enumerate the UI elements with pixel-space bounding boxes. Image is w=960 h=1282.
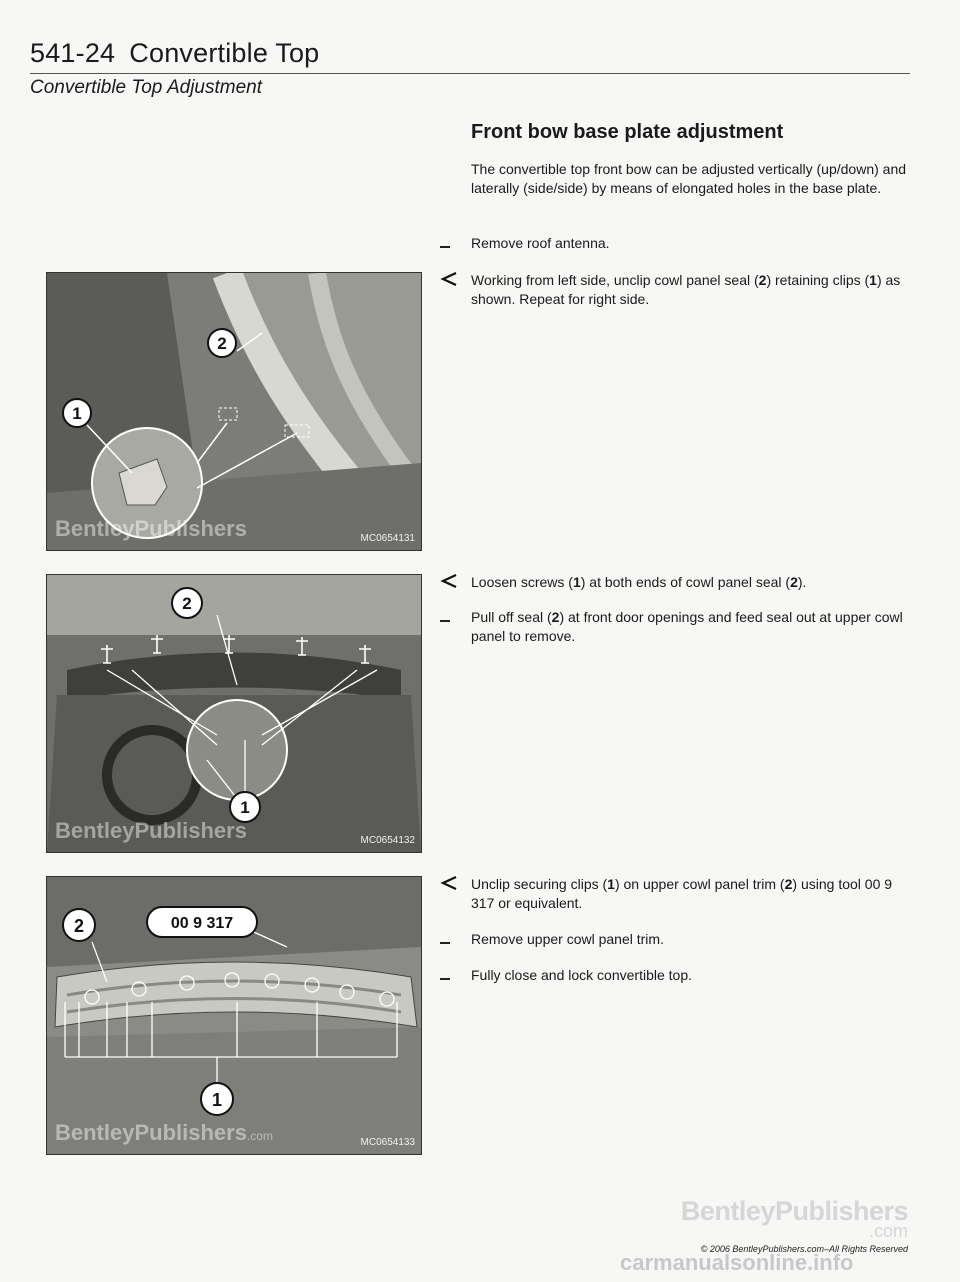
chapter-title: Convertible Top	[129, 38, 320, 68]
publisher-logo-suffix: .com	[868, 1221, 908, 1241]
page-number: 541-24	[30, 38, 116, 68]
dash-marker	[440, 608, 464, 627]
dash-marker	[440, 234, 464, 253]
step-text: Fully close and lock convertible top.	[471, 967, 692, 983]
callout-2: 2	[182, 594, 192, 613]
callout-2: 2	[73, 916, 85, 936]
figure-arrow-icon	[440, 271, 464, 287]
callout-2: 2	[217, 334, 227, 353]
photo-illustration	[47, 877, 421, 1154]
tool-label: 00 9 317	[170, 915, 234, 932]
photo-illustration	[47, 273, 421, 550]
figure-code: MC0654131	[360, 533, 415, 544]
dash-marker	[440, 930, 464, 949]
step-text: Remove upper cowl panel trim.	[471, 931, 664, 947]
section-title: Convertible Top Adjustment	[30, 77, 262, 98]
step-text: Remove roof antenna.	[471, 235, 610, 251]
figure-arrow-icon	[440, 573, 464, 589]
figure-cowl-panel-trim	[46, 876, 422, 1155]
site-watermark: carmanualsonline.info	[620, 1250, 854, 1275]
header-rule	[30, 73, 910, 74]
figure-cowl-seal-clips	[46, 272, 422, 551]
figure-watermark: BentleyPublishers.com	[55, 1120, 273, 1145]
dash-marker	[440, 966, 464, 985]
callout-1: 1	[240, 798, 250, 817]
callout-1: 1	[72, 404, 82, 423]
step-text: Working from left side, unclip cowl panel seal (2) retaining clips (1) as shown. Repeat for right side.	[471, 272, 901, 307]
step-text: Pull off seal (2) at front door openings and feed seal out at upper cowl panel to remove.	[471, 609, 903, 644]
page-footer	[681, 1196, 908, 1254]
callout-1: 1	[211, 1090, 223, 1110]
step-text: Loosen screws (1) at both ends of cowl panel seal (2).	[471, 574, 807, 590]
photo-illustration	[47, 575, 421, 852]
copyright-notice: © 2006 BentleyPublishers.com–All Rights Reserved	[700, 1244, 908, 1254]
figure-cowl-panel-seal	[46, 574, 422, 853]
intro-paragraph: The convertible top front bow can be adjusted vertically (up/down) and laterally (side/side) by means of elongated holes in the base plate.	[471, 161, 907, 196]
figure-arrow-icon	[440, 875, 464, 891]
figure-watermark: BentleyPublishers	[55, 818, 247, 843]
step-text: Unclip securing clips (1) on upper cowl panel trim (2) using tool 00 9 317 or equivalent.	[471, 876, 893, 911]
figure-watermark: BentleyPublishers	[55, 516, 247, 541]
page-header	[30, 38, 910, 69]
figure-code: MC0654132	[360, 835, 415, 846]
procedure-heading: Front bow base plate adjustment	[471, 121, 784, 143]
figure-code: MC0654133	[360, 1137, 415, 1148]
running-head	[30, 38, 910, 69]
publisher-logo: BentleyPublishers	[680, 1196, 908, 1226]
